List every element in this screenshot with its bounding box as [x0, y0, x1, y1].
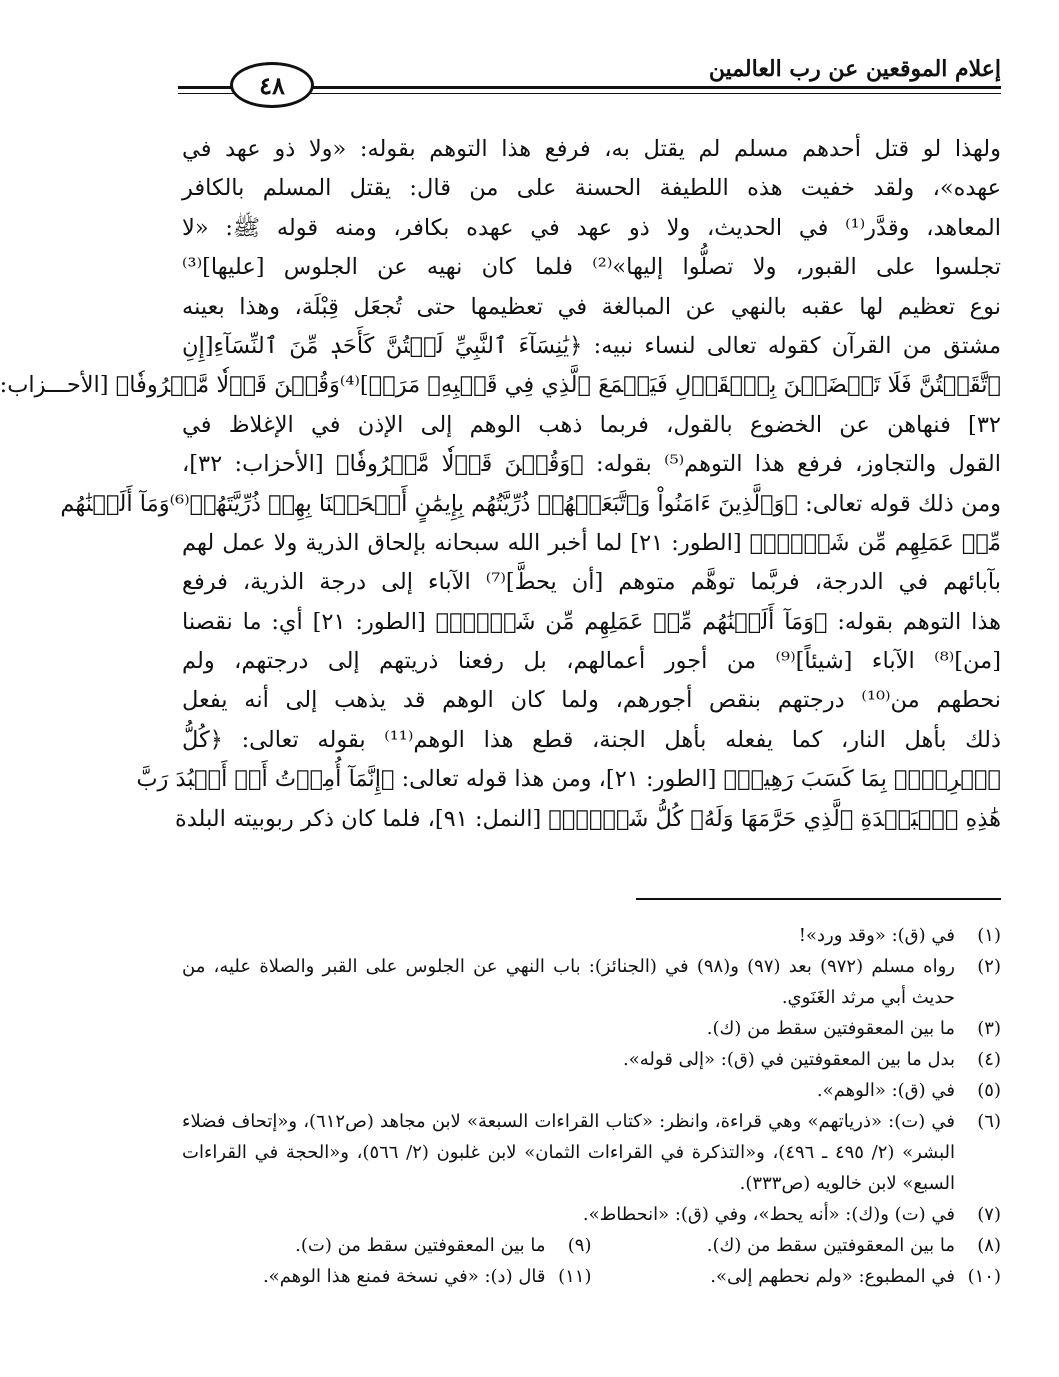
footnote — [182, 1106, 1001, 1199]
text-line: ٱتَّقَيۡتُنَّ فَلَا تَخۡضَعۡنَ بِٱلۡقَوۡلِ فَيَطۡمَعَ ٱلَّذِي فِي قَلۡبِهِۦ مَرَضٞ]⁽⁴⁾وَقُلۡنَ قَوۡلٗا مَّعۡرُوفٗا﴾ [الأحـــزاب: — [0, 372, 1001, 399]
text-line: تجلسوا على القبور، ولا تصلُّوا إليها»⁽²⁾ فلما كان نهيه عن الجلوس [عليها]⁽³⁾ — [182, 254, 1002, 281]
text-line: ذلك بأهل النار، كما يفعله بأهل الجنة، قطع هذا الوهم⁽¹¹⁾ بقوله تعالى: ﴿كُلُّ — [182, 726, 1002, 753]
footnotes — [182, 920, 1001, 1292]
footnote — [182, 920, 1001, 951]
text-line: المعاهد، وقدَّر⁽¹⁾ في الحديث، ولا ذو عهد في عهده بكافر، ومنه قوله ﷺ: «لا — [182, 214, 1001, 241]
footnote-text: في (ق): «الوهم». — [816, 1080, 955, 1101]
text-line: القول والتجاوز، فرفع هذا التوهم⁽⁵⁾ بقوله: ﴿وَقُلۡنَ قَوۡلٗا مَّعۡرُوفٗا﴾ [الأحزاب: ٣٢]، — [182, 451, 1002, 478]
footnote-number: (٥) — [977, 1080, 1001, 1101]
footnote-number: (٧) — [977, 1204, 1001, 1225]
text-line: بآبائهم في الدرجة، فربَّما توهَّم متوهم [أن يحطَّ]⁽⁷⁾ الآباء إلى درجة الذرية، فرفع — [182, 569, 1001, 596]
footnote-text: ما بين المعقوفتين سقط من (ك). — [706, 1235, 955, 1256]
footnote-text: في (ت) و(ك): «أنه يحط»، وفي (ق): «انحطاط». — [582, 1204, 955, 1225]
footnote — [182, 1044, 1001, 1075]
text-line: [من]⁽⁸⁾ الآباء [شيئاً]⁽⁹⁾ من أجور أعمالهم، بل رفعنا ذريتهم إلى درجتهم، ولم — [182, 648, 1001, 675]
footnote — [182, 1013, 1001, 1044]
footnote — [182, 951, 1001, 1013]
footnote-number: (٨) — [977, 1235, 1001, 1256]
text-line: مشتق من القرآن كقوله تعالى لنساء نبيه: ﴿يَٰنِسَآءَ ٱلنَّبِيِّ لَسۡتُنَّ كَأَحَدٖ مِّنَ ٱلنِّسَآءِ[إِنِ — [182, 332, 1001, 359]
text-line: نحطهم من⁽¹⁰⁾ درجتهم بنقص أجورهم، ولما كان الوهم قد يذهب إلى أنه يفعل — [182, 687, 1001, 714]
footnote-number: (٣) — [977, 1018, 1001, 1039]
footnote — [182, 1230, 592, 1261]
footnote-number: (٩) — [567, 1235, 592, 1256]
footnote-text: بدل ما بين المعقوفتين في (ق): «إلى قوله». — [623, 1049, 955, 1070]
footnote-number: (١٠) — [967, 1266, 1001, 1287]
footnote — [182, 1075, 1001, 1106]
text-line: نوع تعظيم لها عقبه بالنهي عن المبالغة في تعظيمها حتى تُجعَل قِبْلَة، وهذا بعينه — [182, 293, 1001, 320]
footnote-text: رواه مسلم (٩٧٢) بعد (٩٧) و(٩٨) في (الجنائز): باب النهي عن الجلوس على القبر والصلاة عليه، من حديث أبي مرثد الغَنَوي. — [182, 956, 955, 1008]
footnote-number: (٢) — [977, 956, 1001, 977]
footnote-text: ما بين المعقوفتين سقط من (ت). — [295, 1235, 546, 1256]
footnote-pair — [182, 1261, 1001, 1292]
footnote-number: (٤) — [977, 1049, 1001, 1070]
footnote — [182, 1199, 1001, 1230]
text-line: ٣٢] فنهاهن عن الخضوع بالقول، فربما ذهب الوهم إلى الإذن في الإغلاظ في — [182, 411, 1001, 438]
text-line: عهده»، ولقد خفيت هذه اللطيفة الحسنة على من قال: يقتل المسلم بالكافر — [182, 175, 1001, 202]
text-line: ولهذا لو قتل أحدهم مسلم لم يقتل به، فرفع هذا التوهم بقوله: «ولا ذو عهد في — [182, 136, 1001, 162]
text-line: ومن ذلك قوله تعالى: ﴿وَٱلَّذِينَ ءَامَنُواْ وَٱتَّبَعَتۡهُمۡ ذُرِّيَّتُهُم بِإِيمَٰنٍ أَلۡحَقۡنَا بِهِمۡ ذُرِّيَّتَهُمۡ⁽⁶⁾وَمَآ أَلَتۡنَٰهُم — [60, 490, 1001, 517]
footnote — [182, 1261, 592, 1292]
page-header — [178, 48, 1001, 108]
text-line: هَٰذِهِ ٱلۡبَلۡدَةِ ٱلَّذِي حَرَّمَهَا وَلَهُۥ كُلُّ شَيۡءٖۖ﴾ [النمل: ٩١]، فلما كان ذكر ربوبيته البلدة — [174, 805, 1001, 832]
footnote-separator — [636, 898, 1001, 900]
text-line: ٱمۡرِيِٕۭ بِمَا كَسَبَ رَهِينٞ﴾ [الطور: ٢١]، ومن هذا قوله تعالى: ﴿إِنَّمَآ أُمِرۡتُ أَنۡ أَعۡبُدَ رَبَّ — [136, 766, 1001, 793]
footnote — [592, 1261, 1002, 1292]
footnote-text: في (ق): «وقد ورد»! — [798, 925, 955, 946]
footnote-text: ما بين المعقوفتين سقط من (ك). — [706, 1018, 955, 1039]
page-number-badge: ٤٨ — [230, 62, 314, 108]
footnote-text: قال (د): «في نسخة فمنع هذا الوهم». — [262, 1266, 546, 1287]
footnote-text: في (ت): «ذرياتهم» وهي قراءة، وانظر: «كتاب القراءات السبعة» لابن مجاهد (ص٦١٢)، و«إتحاف فضلاء البشر» (٢/ ٤٩٥ ـ ٤٩٦)، و«التذكرة في القراءات الثمان» لابن غلبون (٢/ ٥٦٦)، و«الحجة في القراءات السبع» لابن خالويه (ص٣٣٣). — [182, 1111, 956, 1194]
footnote-number: (١) — [977, 925, 1001, 946]
running-title: إعلام الموقعين عن رب العالمين — [708, 56, 1001, 82]
footnote-number: (٦) — [977, 1111, 1001, 1132]
text-line: مِّنۡ عَمَلِهِم مِّن شَيۡءٖۚ﴾ [الطور: ٢١] لما أخبر الله سبحانه بإلحاق الذرية ولا عمل لهم — [182, 529, 1001, 556]
footnote-text: في المطبوع: «ولم نحطهم إلى». — [710, 1266, 955, 1287]
footnote-number: (١١) — [558, 1266, 592, 1287]
text-line: هذا التوهم بقوله: ﴿وَمَآ أَلَتۡنَٰهُم مِّنۡ عَمَلِهِم مِّن شَيۡءٖۚ﴾ [الطور: ٢١] أي: ما نقصنا — [182, 608, 1001, 635]
footnote-pair — [182, 1230, 1001, 1261]
footnote — [592, 1230, 1002, 1261]
main-text — [0, 130, 1002, 839]
